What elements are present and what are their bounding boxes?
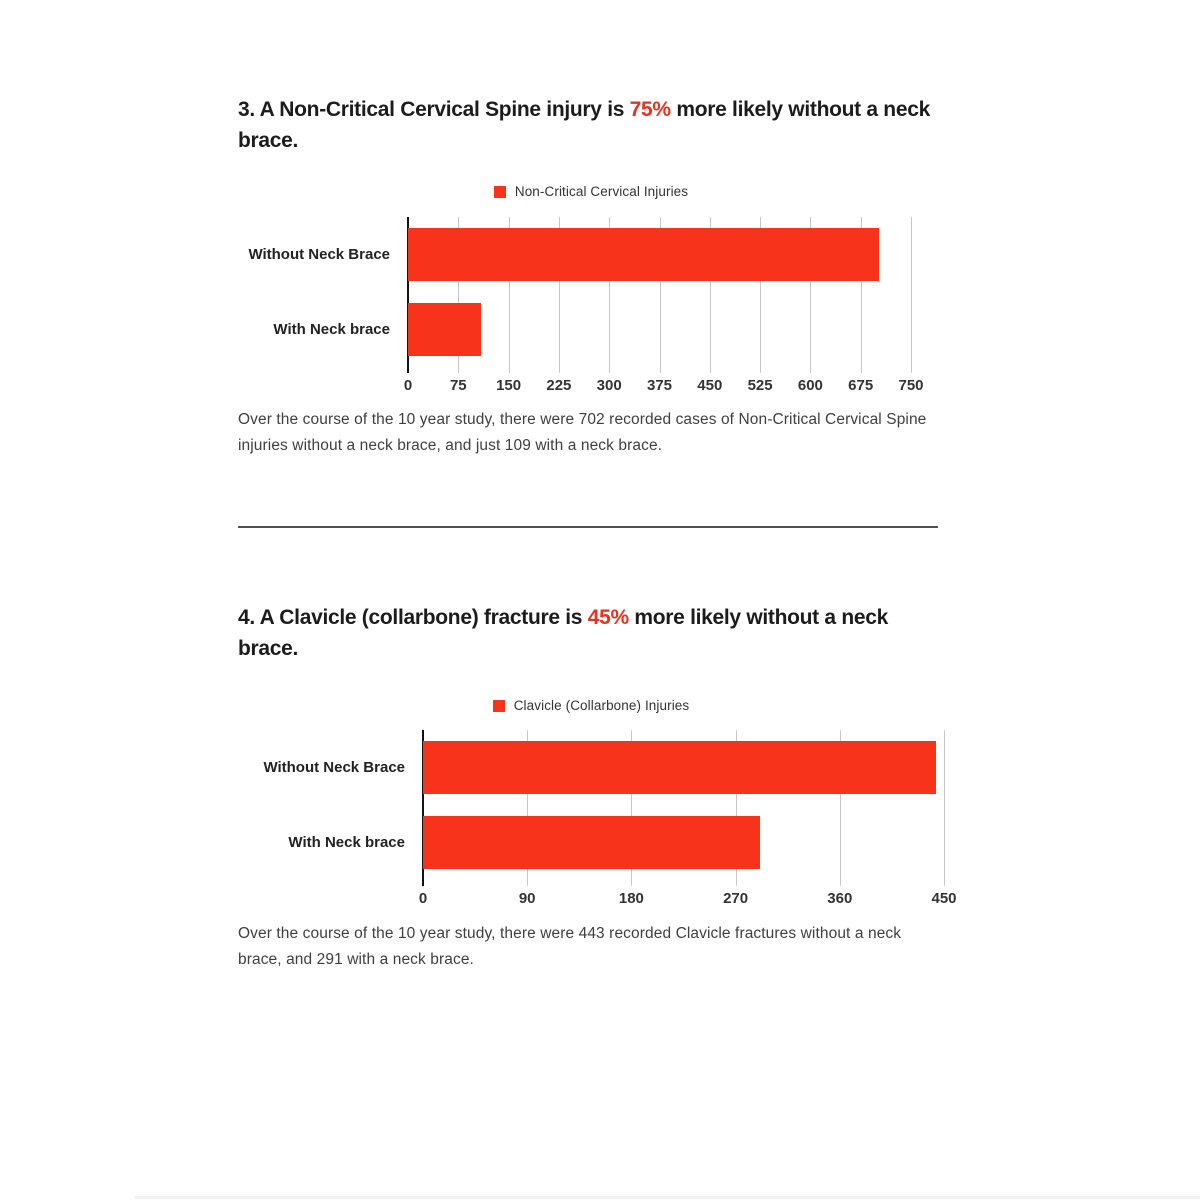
x-tick-label: 90 (518, 890, 536, 907)
bar-without-neck-brace (423, 741, 936, 794)
bar-with-neck-brace (423, 816, 760, 869)
legend-swatch-icon (493, 700, 505, 712)
bar-row (423, 805, 944, 880)
x-tick-label: 150 (496, 377, 522, 394)
x-tick-label: 75 (449, 377, 467, 394)
chart-legend (238, 698, 944, 713)
category-label: Without Neck Brace (248, 246, 390, 263)
heading-accent-percent: 75% (629, 98, 671, 121)
chart-caption: Over the course of the 10 year study, there were 702 recorded cases of Non-Critical Cervical Spine injuries without a neck brace, and just 109 with a neck brace. (238, 411, 927, 454)
bar-row (408, 292, 911, 367)
x-tick-label: 750 (898, 377, 924, 394)
x-tick-label: 600 (797, 377, 823, 394)
x-tick-label: 0 (403, 377, 413, 394)
plot-area (423, 730, 944, 880)
bar-chart-clavicle (238, 730, 957, 914)
x-tick-label: 180 (618, 890, 644, 907)
x-tick-label: 450 (931, 890, 957, 907)
legend-label: Non-Critical Cervical Injuries (514, 184, 689, 199)
heading-text: 3. A Non-Critical Cervical Spine injury is (238, 98, 630, 121)
section-heading-clavicle (238, 602, 944, 664)
bar-row (423, 730, 944, 805)
x-tick-label: 675 (848, 377, 874, 394)
bar-row (408, 217, 911, 292)
heading-text: 4. A Clavicle (collarbone) fracture is (238, 606, 588, 629)
bar-with-neck-brace (408, 303, 481, 356)
heading-text: more likely without a neck brace. (238, 606, 888, 660)
x-tick-label: 360 (827, 890, 853, 907)
category-label: Without Neck Brace (263, 759, 405, 776)
heading-text: more likely without a neck brace. (238, 98, 930, 152)
section-divider (238, 526, 938, 528)
legend-swatch-icon (494, 186, 506, 198)
x-tick-label: 300 (596, 377, 622, 394)
x-tick-label: 525 (747, 377, 773, 394)
x-tick-label: 0 (418, 890, 428, 907)
gridline (911, 217, 912, 373)
bar-chart-cervical (238, 217, 944, 401)
legend-label: Clavicle (Collarbone) Injuries (513, 698, 690, 713)
x-tick-label: 270 (723, 890, 749, 907)
chart-caption: Over the course of the 10 year study, there were 443 recorded Clavicle fractures without a neck brace, and 291 with a neck brace. (238, 925, 902, 968)
x-tick-label: 450 (697, 377, 723, 394)
gridline (944, 730, 945, 886)
heading-accent-percent: 45% (587, 606, 629, 629)
x-tick-label: 225 (546, 377, 572, 394)
page-bottom-rule (135, 1196, 1200, 1199)
bar-without-neck-brace (408, 228, 879, 281)
section-heading-cervical (238, 94, 944, 156)
category-label: With Neck brace (288, 834, 405, 851)
x-tick-label: 375 (646, 377, 673, 394)
category-label: With Neck brace (273, 321, 390, 338)
chart-legend (238, 184, 944, 199)
plot-area (408, 217, 911, 367)
